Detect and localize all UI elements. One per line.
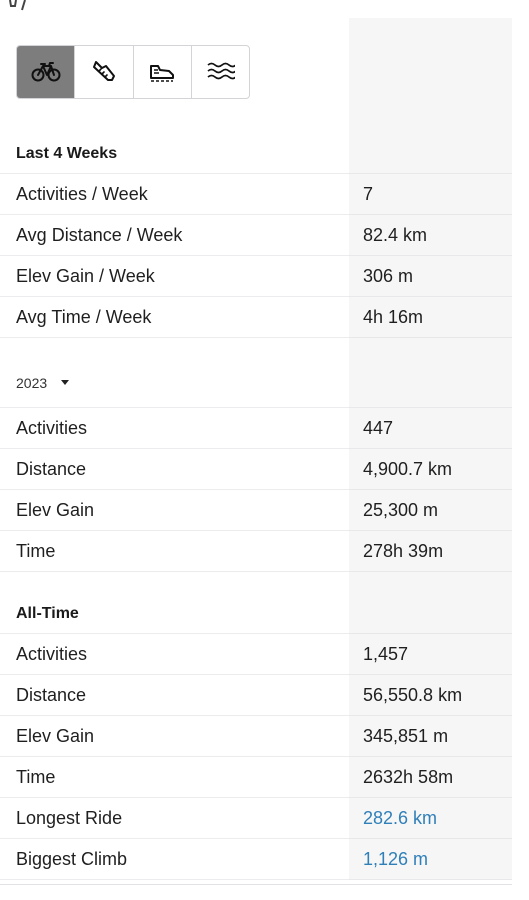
bike-icon — [31, 61, 61, 83]
stat-label: Elev Gain — [0, 490, 349, 531]
partial-glyph — [8, 0, 30, 12]
stat-label: Activities / Week — [0, 174, 349, 215]
stat-value: 306 m — [349, 256, 512, 297]
stat-label: Elev Gain / Week — [0, 256, 349, 297]
caret-down-icon — [61, 380, 69, 385]
stat-label: Longest Ride — [0, 798, 349, 839]
year-dropdown[interactable] — [16, 375, 69, 391]
stat-label: Biggest Climb — [0, 839, 349, 880]
swim-icon — [205, 59, 235, 85]
stat-label: Activities — [0, 408, 349, 449]
stat-value: 4,900.7 km — [349, 449, 512, 490]
stats-panel — [0, 18, 512, 880]
section-title-last-4-weeks: Last 4 Weeks — [0, 112, 349, 174]
hiking-shoe-icon — [147, 61, 177, 83]
tab-run[interactable] — [75, 46, 133, 98]
stat-value: 447 — [349, 408, 512, 449]
stat-value: 7 — [349, 174, 512, 215]
tab-walk[interactable] — [134, 46, 192, 98]
tab-ride[interactable] — [17, 46, 75, 98]
stat-value: 56,550.8 km — [349, 675, 512, 716]
stats-table — [0, 18, 512, 880]
tab-swim[interactable] — [192, 46, 249, 98]
stat-label: Time — [0, 757, 349, 798]
longest-ride-link[interactable]: 282.6 km — [363, 807, 438, 828]
stat-value: 345,851 m — [349, 716, 512, 757]
stat-value: 278h 39m — [349, 531, 512, 572]
stat-label: Distance — [0, 449, 349, 490]
stat-label: Time — [0, 531, 349, 572]
bottom-divider — [0, 884, 512, 885]
biggest-climb-link[interactable]: 1,126 m — [363, 848, 429, 869]
year-row — [0, 338, 349, 408]
stat-value: 1,457 — [349, 634, 512, 675]
year-selected-value: 2023 — [16, 374, 48, 391]
stat-value: 4h 16m — [349, 297, 512, 338]
stat-value: 25,300 m — [349, 490, 512, 531]
sport-type-tabs — [16, 45, 250, 99]
stat-label: Distance — [0, 675, 349, 716]
stat-value: 2632h 58m — [349, 757, 512, 798]
section-title-all-time: All-Time — [0, 572, 349, 634]
stat-label: Avg Distance / Week — [0, 215, 349, 256]
stat-label: Avg Time / Week — [0, 297, 349, 338]
stat-value: 82.4 km — [349, 215, 512, 256]
stat-label: Activities — [0, 634, 349, 675]
running-shoe-icon — [91, 59, 117, 85]
stat-label: Elev Gain — [0, 716, 349, 757]
